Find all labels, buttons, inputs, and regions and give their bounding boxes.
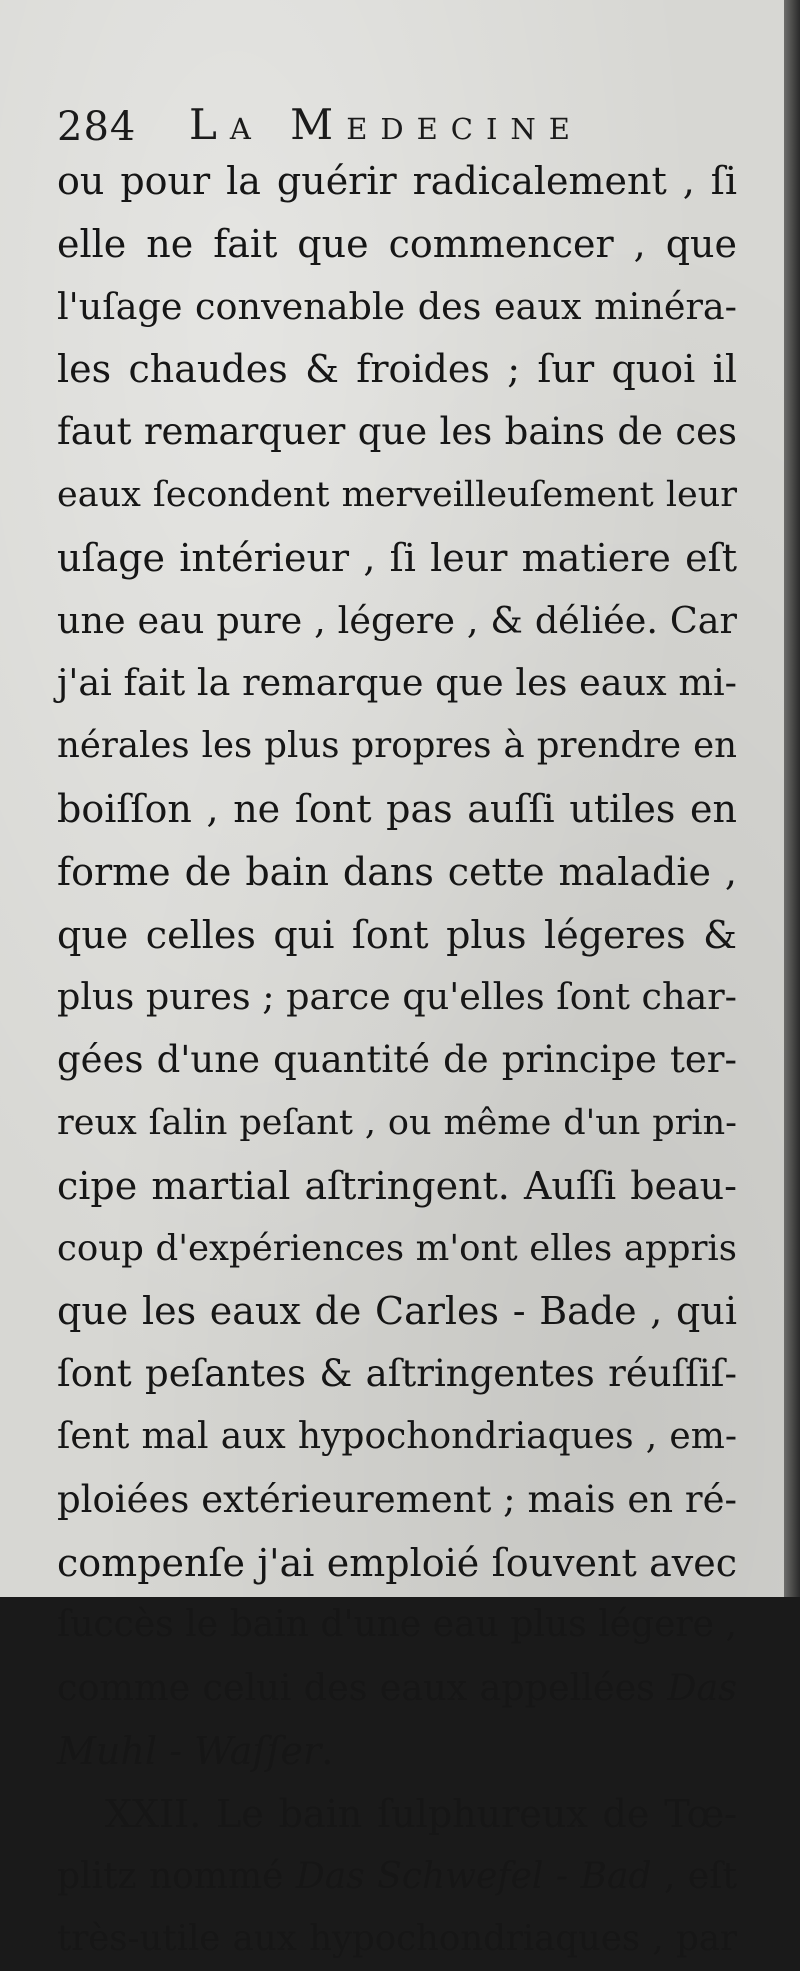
running-head: La Medecine [189,100,583,149]
text-line: comme celui des eaux appellées Das [57,1666,737,1710]
text-line: ſent mal aux hypochondriaques , em- [57,1415,737,1457]
text-line: elle ne fait que commencer , que [57,221,737,266]
text-line: uſage intérieur , ſi leur matiere eſt [57,535,737,580]
text-line: ploiées extérieurement ; mais en ré- [57,1477,737,1521]
text-line: j'ai fait la remarque que les eaux mi- [57,661,737,705]
page-edge [784,0,800,1597]
text-line: l'uſage convenable des eaux minéra- [57,284,737,328]
text-line: coup d'expériences m'ont elles appris [57,1227,737,1269]
italic-text: Muhl - Waſſer [57,1728,322,1773]
text-line: boiſſon , ne ſont pas auſſi utiles en [57,786,737,831]
text-line: très-utile aux hypochondriaques , par [57,1918,737,1960]
text-line: eaux ſecondent merveilleuſement leur [57,474,737,515]
italic-text: Das [667,1666,737,1710]
text-line: que les eaux de Carles - Bade , qui [57,1289,737,1334]
italic-text: Das Schwefel - Bad [295,1855,652,1897]
text-line: ſuccès le bain d'une eau plus légere , [57,1604,737,1646]
text-line: que celles qui ſont plus légeres & [57,912,737,957]
text-line: ſont peſantes & aſtringentes réuſſiſ- [57,1352,737,1396]
text-line: faut remarquer que les bains de ces [57,410,737,454]
text-line: reux ſalin peſant , ou même d'un prin- [57,1102,737,1143]
paragraph-start-line: XXII. Le bain ſulphureux de Tœ- [105,1791,737,1836]
text-line: forme de bain dans cette maladie , [57,849,737,894]
body-text [57,150,737,1971]
text-line: nérales les plus propres à prendre en [57,725,737,767]
text-line: plus pures ; parce qu'elles ſont char- [57,975,737,1019]
text-line: compenſe j'ai emploié ſouvent avec [57,1540,737,1585]
page-number: 284 [57,104,137,150]
text-line: plitz nommé Das Schwefel - Bad , eſt [57,1855,737,1897]
text-line: cipe martial aſtringent. Auſſi beau- [57,1163,737,1208]
text-line: une eau pure , légere , & déliée. Car [57,598,737,642]
text-line: Muhl - Waſſer. [57,1728,334,1773]
text-line: ou pour la guérir radicalement , ſi [57,159,737,203]
text-line: les chaudes & froides ; ſur quoi il [57,347,737,392]
text-line: gées d'une quantité de principe ter- [57,1038,737,1082]
